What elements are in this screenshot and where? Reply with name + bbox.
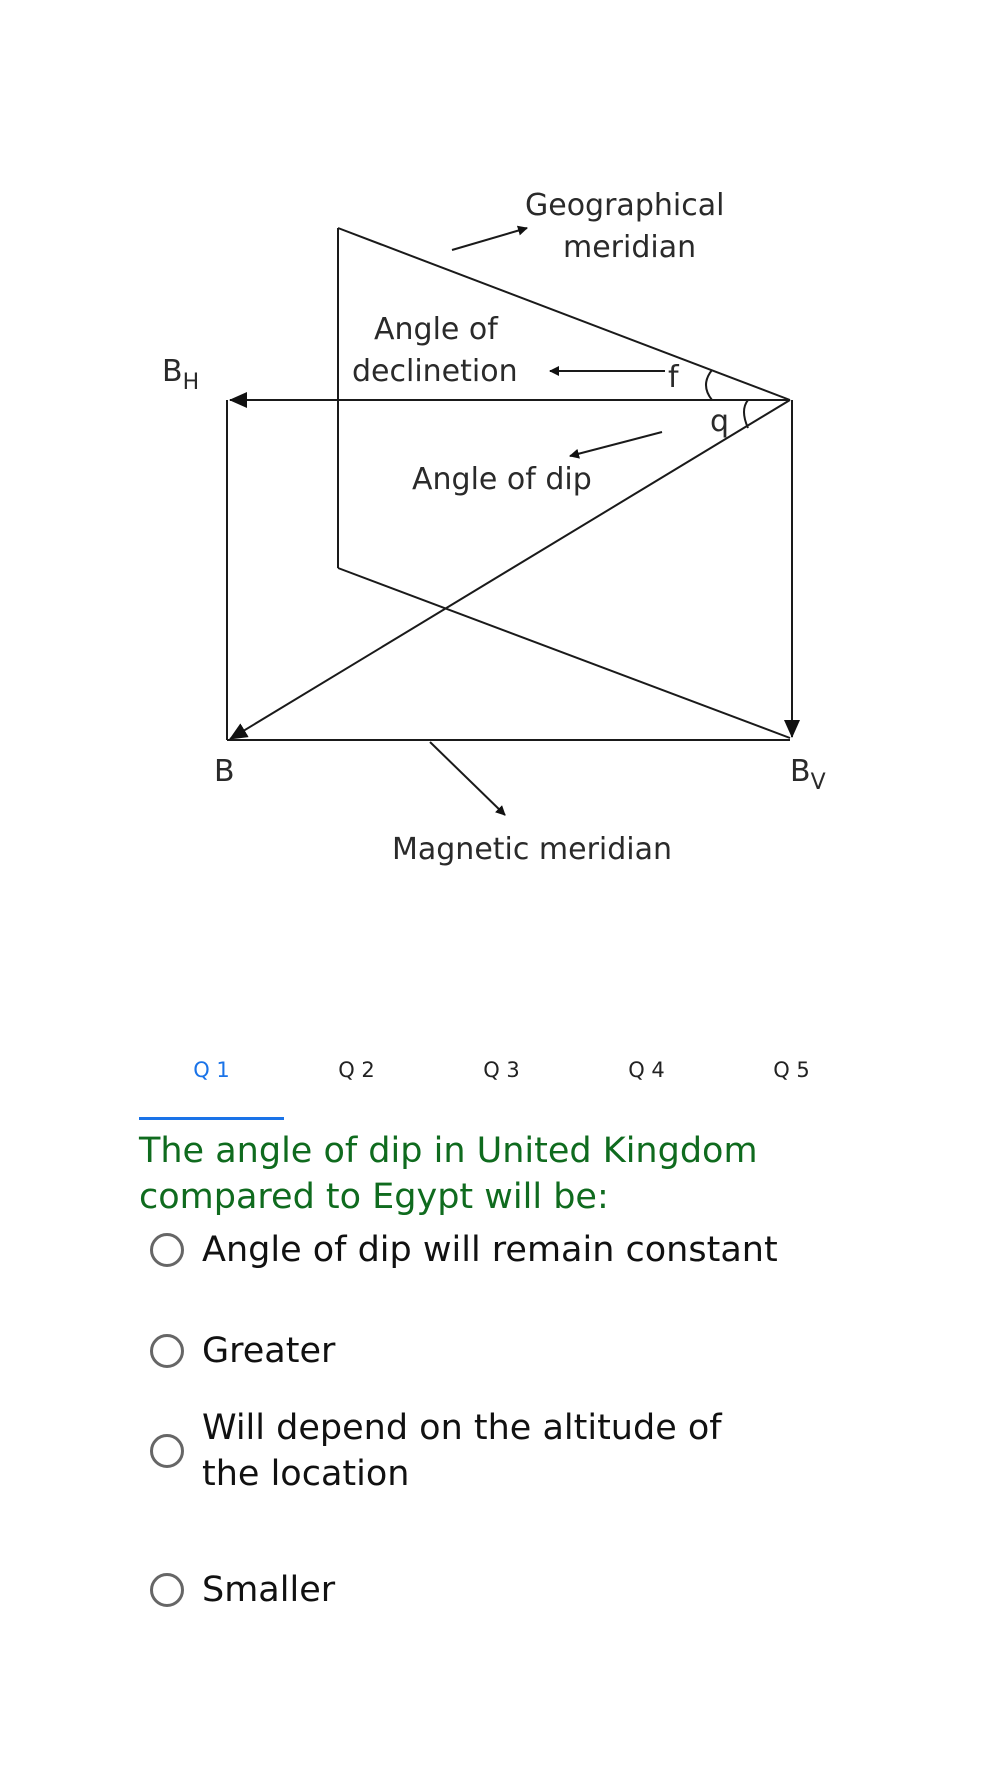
option-label: Will depend on the altitude of the location <box>202 1408 722 1494</box>
magnetic-pointer <box>430 742 505 815</box>
plane-bottom-edge <box>338 568 790 738</box>
angle-of-dip-label: Angle of dip <box>412 462 592 497</box>
radio-button[interactable] <box>150 1233 184 1267</box>
declination-arc <box>706 370 712 400</box>
question-text: The angle of dip in United Kingdom compared to Egypt will be: <box>139 1131 758 1217</box>
dip-pointer <box>570 432 662 456</box>
tab-q1[interactable] <box>139 1045 284 1120</box>
b-vector <box>230 400 790 739</box>
magnetic-meridian-label: Magnetic meridian <box>392 832 673 867</box>
bh-main: B <box>162 354 183 389</box>
angle-q-label: q <box>710 404 730 439</box>
bh-label <box>162 352 199 403</box>
bv-sub: V <box>810 770 826 795</box>
radio-button[interactable] <box>150 1434 184 1468</box>
bv-main: B <box>790 754 811 789</box>
angle-of-label: Angle of <box>374 312 498 347</box>
option-3[interactable] <box>150 1395 790 1507</box>
option-label: Greater <box>202 1331 336 1371</box>
angle-f-label: f <box>668 360 679 395</box>
question-tabs <box>139 1045 864 1120</box>
tab-label: Q 5 <box>773 1058 810 1082</box>
tab-label: Q 1 <box>193 1058 230 1082</box>
active-tab-indicator <box>139 1117 284 1120</box>
tab-label: Q 2 <box>338 1058 375 1082</box>
geo-pointer <box>452 228 527 250</box>
tab-q4[interactable] <box>574 1045 719 1120</box>
bv-label <box>790 752 826 803</box>
declination-label: declinetion <box>352 354 518 389</box>
tab-label: Q 4 <box>628 1058 665 1082</box>
tab-q3[interactable] <box>429 1045 574 1120</box>
option-4[interactable] <box>150 1560 335 1620</box>
option-label: Smaller <box>202 1570 336 1610</box>
option-2[interactable] <box>150 1321 335 1381</box>
dip-arc <box>744 400 748 428</box>
radio-button[interactable] <box>150 1573 184 1607</box>
option-1[interactable] <box>150 1220 778 1280</box>
tab-label: Q 3 <box>483 1058 520 1082</box>
bh-sub: H <box>182 370 200 395</box>
geographical-label: Geographical <box>525 188 725 223</box>
b-label: B <box>214 754 235 789</box>
meridian-label: meridian <box>563 230 697 265</box>
radio-button[interactable] <box>150 1334 184 1368</box>
tab-q5[interactable] <box>719 1045 864 1120</box>
option-label: Angle of dip will remain constant <box>202 1230 778 1270</box>
tab-q2[interactable] <box>284 1045 429 1120</box>
